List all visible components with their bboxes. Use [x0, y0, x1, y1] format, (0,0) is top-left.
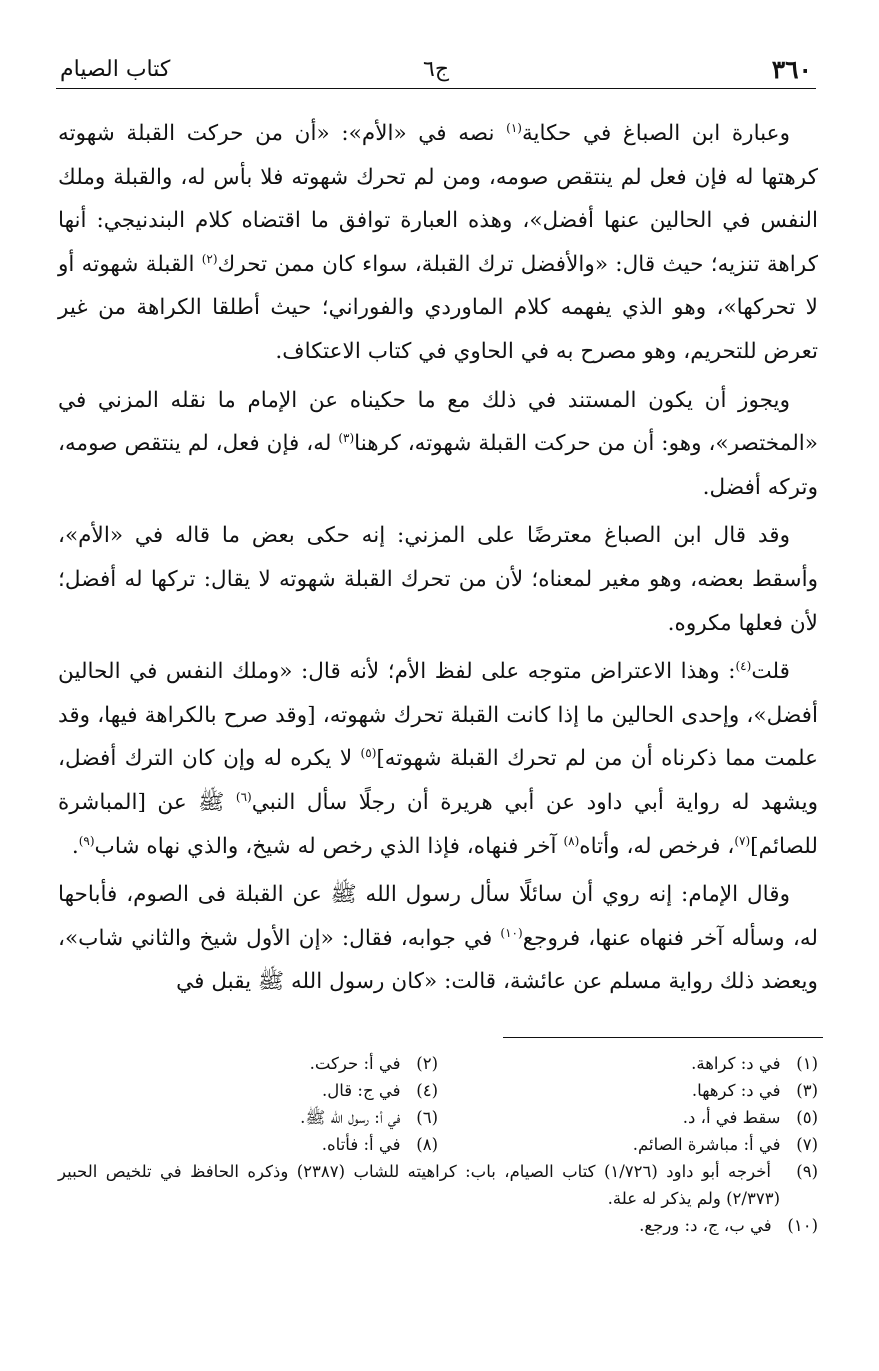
text-run: القبلة شهوته أو لا تحركها»، وهو الذي يفهمه كلام الماوردي والفوراني؛ حيث أطلقا الكراهة من غير تعرض للتحريم، وهو مصرح به في الحاوي في كتاب الاعتكاف.: [58, 251, 818, 364]
footnote-text: في د: كراهة.: [691, 1054, 781, 1073]
text-run: ﷺ عن [المباشرة للصائم]: [58, 789, 818, 859]
footnote: [438, 1104, 818, 1131]
footnote-empty: [58, 1212, 438, 1239]
paragraph: [58, 650, 818, 868]
text-run: ، فرخص له، وأتاه: [579, 833, 735, 859]
footnote-number: (٩): [796, 1162, 818, 1181]
footnote-number: (١٠): [787, 1216, 818, 1235]
text-run: له، فإن فعل، لم ينتقص صومه، وتركه أفضل.: [58, 431, 818, 500]
book-title: كتاب الصيام: [60, 57, 171, 82]
text-run: في جوابه، فقال: «إن الأول شيخ والثاني شاب»، ويعضد ذلك رواية مسلم عن عائشة، قالت: «كان رسول الله ﷺ يقبل في: [58, 925, 818, 995]
footnote-ref: (٨): [563, 833, 580, 848]
text-run: : وهذا الاعتراض متوجه على لفظ الأم؛ لأنه قال: «وملك النفس في الحالين أفضل»، وإحدى الحالين ما إذا كانت القبلة تحرك شهوته، [وقد صرح بالكراهة فيها، وقد علمت مما ذكرناه أن من لم تحرك القبلة شهوته]: [58, 659, 818, 772]
text-run: آخر فنهاه، فإذا الذي رخص له شيخ، والذي نهاه شاب: [94, 833, 564, 859]
footnote-text: في ج: قال.: [322, 1081, 401, 1100]
footnote-number: (٢): [416, 1054, 438, 1073]
text-run: نصه في «الأم»: «أن من حركت القبلة شهوته كرهتها له فإن فعل لم ينتقص صومه، ومن لم تحرك شهوته فلا بأس له، والقبلة وملك النفس في الحالين عنها أفضل»، وهذه العبارة توافق ما اقتضاه كلام البندنيجي: أنها كراهة تنزيه؛ حيث قال: «والأفضل ترك القبلة، سواء كان ممن تحرك: [58, 121, 819, 277]
footnote-ref: (٩): [78, 833, 95, 848]
footnote-ref: (٢): [201, 251, 218, 266]
footnote: [438, 1212, 818, 1239]
footnote-text: سقط في أ، د.: [682, 1108, 781, 1127]
text-run: وعبارة ابن الصباغ في حكاية: [521, 121, 790, 146]
footnote-text: في أ: رسول الله ﷺ.: [300, 1108, 401, 1127]
footnote-row: [58, 1131, 818, 1158]
footnote-ref: (١): [506, 121, 522, 135]
footnote-ref: (٥): [360, 746, 377, 761]
footnote: [58, 1131, 438, 1158]
paragraph: [58, 514, 818, 645]
text-run: .: [71, 833, 79, 859]
footnote-number: (١): [796, 1054, 818, 1073]
footnote: [58, 1158, 818, 1212]
paragraph: [58, 873, 818, 1004]
footnote: [438, 1131, 818, 1158]
footnote-ref: (٧): [734, 833, 751, 848]
footnote: [58, 1050, 438, 1077]
footnote-ref: (٣): [338, 431, 355, 446]
footnote-number: (٣): [796, 1081, 818, 1100]
footnote-row: [58, 1158, 818, 1212]
page-number: ٣٦٠: [771, 55, 812, 84]
footnote-ref: (١٠): [500, 925, 523, 940]
footnote-number: (٧): [796, 1135, 818, 1154]
footnote-text: في أ: مباشرة الصائم.: [632, 1135, 781, 1154]
footnote-text: في ب، ج، د: ورجع.: [639, 1216, 772, 1235]
footnote-text: أخرجه أبو داود (١/٧٢٦) كتاب الصيام، باب: كراهيته للشاب (٢٣٨٧) وذكره الحافظ في تلخيص الحبير (٢/٣٧٣) ولم يذكر له علة.: [58, 1162, 780, 1208]
paragraph: [58, 112, 818, 374]
footnote: [438, 1077, 818, 1104]
volume-label: ج٦: [422, 57, 450, 82]
footnote-number: (٤): [416, 1081, 438, 1100]
footnote-text: في أ: حركت.: [309, 1054, 401, 1073]
footnotes: [58, 1050, 818, 1239]
footnote-number: (٦): [416, 1108, 438, 1127]
footnote-ref: (٦): [235, 789, 252, 804]
footnote-text: في د: كرهها.: [691, 1081, 781, 1100]
footnote-row: [58, 1077, 818, 1104]
footnote: [438, 1050, 818, 1077]
main-text: [58, 112, 818, 1004]
footnote-ref: (٤): [735, 659, 752, 674]
text-run: وقد قال ابن الصباغ معترضًا على المزني: إنه حكى بعض ما قاله في «الأم»، وأسقط بعضه، وهو مغير لمعناه؛ لأن من تحرك القبلة شهوته لا يقال: تركها له أفضل؛ لأن فعلها مكروه.: [58, 523, 818, 636]
footnote-row: [58, 1050, 818, 1077]
footnote-number: (٨): [416, 1135, 438, 1154]
text-run: لا يكره له وإن كان الترك أفضل، ويشهد له رواية أبي داود عن أبي هريرة أن رجلًا سأل النبي: [58, 746, 819, 815]
footnote-row: [58, 1104, 818, 1131]
text-run: وقال الإمام: إنه روي أن سائلًا سأل رسول الله ﷺ عن القبلة فى الصوم، فأباحها له، وسأله آخر فنهاه عنها، فروجع: [58, 882, 818, 951]
footnote-number: (٥): [796, 1108, 818, 1127]
footnote-row: [58, 1212, 818, 1239]
text-run: قلت: [751, 659, 790, 685]
footnote-separator: [503, 1037, 823, 1038]
footnote: [58, 1104, 438, 1131]
footnote: [58, 1077, 438, 1104]
running-header: [56, 52, 816, 89]
text-run: ويجوز أن يكون المستند في ذلك مع ما حكيناه عن الإمام ما نقله المزني في «المختصر»، وهو: أن من حركت القبلة شهوته، كرهنا: [58, 387, 819, 457]
footnote-text: في أ: فأتاه.: [321, 1135, 401, 1154]
paragraph: [58, 379, 818, 510]
